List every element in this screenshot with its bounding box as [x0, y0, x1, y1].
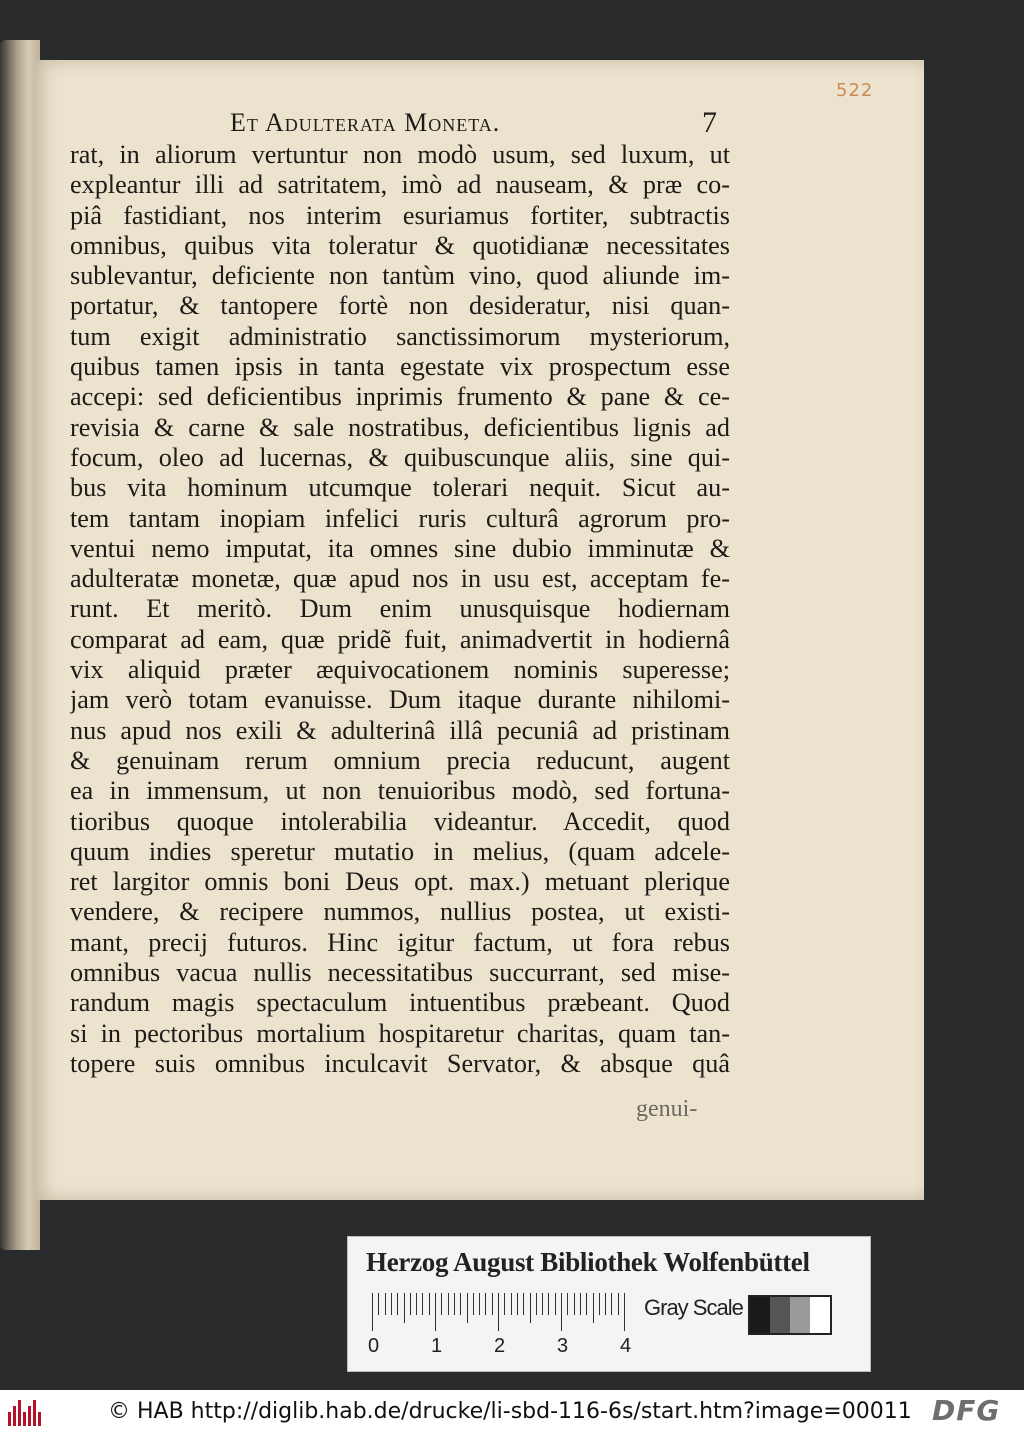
text-line: comparat ad eam, quæ pridẽ fuit, animadvertit in hodiernâ [70, 624, 730, 654]
logo-bar [13, 1406, 16, 1426]
text-line: tioribus quoque intolerabilia videantur. Accedit, quod [70, 806, 730, 836]
logo-bar [23, 1412, 26, 1426]
text-line: vix aliquid præter æquivocationem nominis superesse; [70, 655, 730, 685]
text-line: tum exigit administratio sanctissimorum mysteriorum, [70, 321, 730, 351]
ruler-tick [530, 1293, 531, 1323]
ruler-tick [416, 1293, 417, 1315]
library-label [347, 1236, 871, 1372]
dfg-logo: DFG [932, 1394, 1001, 1427]
ruler-tick [511, 1293, 512, 1315]
ruler-tick [435, 1293, 436, 1331]
ruler-tick [624, 1293, 625, 1331]
text-line: randum magis spectaculum intuentibus præbeant. Quod [70, 988, 730, 1018]
text-line: nus apud nos exili & adulterinâ illâ pecuniâ ad pristinam [70, 715, 730, 745]
ruler-tick [492, 1293, 493, 1315]
ruler-tick [422, 1293, 423, 1315]
text-line: runt. Et meritò. Dum enim unusquisque hodiernam [70, 594, 730, 624]
logo-bar [28, 1406, 31, 1426]
text-line: jam verò totam evanuisse. Dum itaque durante nihilomi- [70, 685, 730, 715]
ruler-tick [479, 1293, 480, 1315]
logo-bar [38, 1412, 41, 1426]
ruler-number: 2 [494, 1335, 506, 1357]
ruler-tick [372, 1293, 373, 1331]
ruler-tick [485, 1293, 486, 1315]
ruler-tick [467, 1293, 468, 1323]
text-line: focum, oleo ad lucernas, & quibuscunque aliis, sine qui- [70, 442, 730, 472]
body-text [70, 140, 730, 1079]
ruler-tick [599, 1293, 600, 1315]
ruler-tick [504, 1293, 505, 1315]
ruler-tick [555, 1293, 556, 1315]
ruler-tick [580, 1293, 581, 1315]
ruler-tick [397, 1293, 398, 1315]
ruler-tick [542, 1293, 543, 1315]
text-line: ventui nemo imputat, ita omnes sine dubio imminutæ & [70, 533, 730, 563]
gray-swatch-cell [790, 1297, 810, 1333]
ruler-number: 3 [557, 1335, 569, 1357]
ruler-tick [404, 1293, 405, 1323]
text-line: bus vita hominum utcumque tolerari nequit. Sicut au- [70, 473, 730, 503]
logo-bar [33, 1400, 36, 1426]
ruler-tick [473, 1293, 474, 1315]
ruler-tick [605, 1293, 606, 1315]
text-line: ret largitor omnis boni Deus opt. max.) metuant plerique [70, 867, 730, 897]
text-line: revisia & carne & sale nostratibus, deficientibus lignis ad [70, 412, 730, 442]
ruler-tick [385, 1293, 386, 1315]
text-line: adulteratæ monetæ, quæ apud nos in usu est, acceptam fe- [70, 564, 730, 594]
ruler-tick [448, 1293, 449, 1315]
ruler-tick [618, 1293, 619, 1315]
ruler-tick [441, 1293, 442, 1315]
running-head [70, 108, 730, 144]
ruler-tick [498, 1293, 499, 1331]
gray-swatch-cell [770, 1297, 790, 1333]
gray-scale-label: Gray Scale [644, 1295, 743, 1320]
text-line: omnibus, quibus vita toleratur & quotidianæ necessitates [70, 230, 730, 260]
ruler-number: 1 [431, 1335, 443, 1357]
ruler-tick [410, 1293, 411, 1315]
citation-url: © HAB http://diglib.hab.de/drucke/li-sbd-116-6s/start.htm?image=00011 [108, 1399, 912, 1424]
ruler-tick [536, 1293, 537, 1315]
scale-ruler [368, 1293, 632, 1357]
text-line: quibus tamen ipsis in tanta egestate vix prospectum esse [70, 352, 730, 382]
ruler-tick [567, 1293, 568, 1315]
ruler-tick [429, 1293, 430, 1315]
text-line: sublevantur, deficiente non tantùm vino, quod aliunde im- [70, 261, 730, 291]
ruler-tick [454, 1293, 455, 1315]
text-line: piâ fastidiant, nos interim esuriamus fortiter, subtractis [70, 200, 730, 230]
ruler-number: 4 [620, 1335, 632, 1357]
ruler-tick [593, 1293, 594, 1323]
ruler-number: 0 [368, 1335, 380, 1357]
logo-bar [18, 1400, 21, 1426]
library-name: Herzog August Bibliothek Wolfenbüttel [366, 1247, 810, 1277]
ruler-tick [611, 1293, 612, 1315]
text-line: ea in immensum, ut non tenuioribus modò, sed fortuna- [70, 776, 730, 806]
ruler-tick [460, 1293, 461, 1315]
ruler-tick [378, 1293, 379, 1315]
text-line: portatur, & tantopere fortè non desideratur, nisi quan- [70, 291, 730, 321]
ruler-tick [574, 1293, 575, 1315]
hab-barcode-logo-icon [8, 1398, 46, 1426]
text-line: topere suis omnibus inculcavit Servator, & absque quâ [70, 1048, 730, 1078]
ruler-tick [548, 1293, 549, 1315]
text-line: tem tantam inopiam infelici ruris culturâ agrorum pro- [70, 503, 730, 533]
gray-swatch-cell [750, 1297, 770, 1333]
text-line: expleantur illi ad satritatem, imò ad nauseam, & præ co- [70, 170, 730, 200]
text-line: rat, in aliorum vertuntur non modò usum, sed luxum, ut [70, 140, 730, 169]
gray-scale-swatch [748, 1295, 832, 1335]
text-line: omnibus vacua nullis necessitatibus succurrant, sed mise- [70, 958, 730, 988]
folio-annotation: 522 [836, 80, 874, 101]
text-line: mant, precij futuros. Hinc igitur factum, ut fora rebus [70, 927, 730, 957]
gray-swatch-cell [810, 1297, 830, 1333]
page-number: 7 [702, 106, 717, 139]
text-line: quum indies speretur mutatio in melius, (quam adcele- [70, 836, 730, 866]
footer-bar [0, 1390, 1024, 1432]
text-line: vendere, & recipere nummos, nullius postea, ut existi- [70, 897, 730, 927]
text-line: & genuinam rerum omnium precia reducunt, augent [70, 745, 730, 775]
text-line: accepi: sed deficientibus inprimis frumento & pane & ce- [70, 382, 730, 412]
ruler-tick [586, 1293, 587, 1315]
ruler-tick [517, 1293, 518, 1315]
ruler-tick [523, 1293, 524, 1315]
logo-bar [8, 1412, 11, 1426]
running-head-title: Et Adulterata Moneta. [230, 108, 501, 137]
catchword: genui- [636, 1096, 698, 1122]
ruler-tick [561, 1293, 562, 1331]
text-line: si in pectoribus mortalium hospitaretur charitas, quam tan- [70, 1018, 730, 1048]
ruler-tick [391, 1293, 392, 1315]
